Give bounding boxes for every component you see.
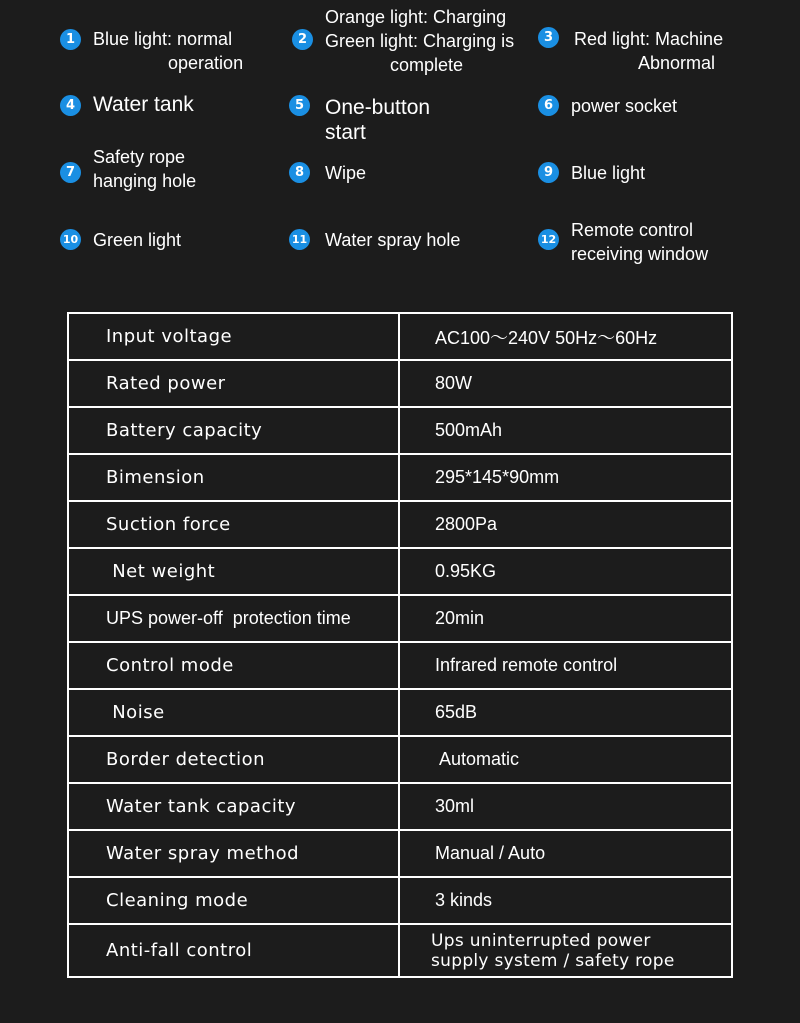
- legend-text: power socket: [571, 96, 678, 116]
- legend-text: One-button start: [325, 96, 431, 144]
- badge-number: 10: [60, 229, 81, 250]
- spec-label: Bimension: [69, 455, 400, 500]
- spec-label: Water tank capacity: [69, 784, 400, 829]
- table-row: [69, 549, 731, 596]
- badge-number: 7: [60, 162, 81, 183]
- spec-value: 3 kinds: [435, 890, 493, 910]
- legend-text: Blue light: [571, 163, 646, 183]
- badge-number: 1: [60, 29, 81, 50]
- spec-value: Manual / Auto: [435, 843, 546, 863]
- spec-value: 80W: [435, 373, 473, 393]
- spec-value: 295*145*90mm: [435, 467, 560, 487]
- spec-label: Rated power: [69, 361, 400, 406]
- spec-value: 2800Pa: [435, 514, 498, 534]
- legend-text: Water tank: [93, 93, 194, 116]
- spec-value: Infrared remote control: [435, 655, 618, 675]
- spec-value: AC100～240V 50Hz～60Hz: [435, 327, 658, 348]
- legend-text: Green light: [93, 230, 182, 250]
- badge-number: 8: [289, 162, 310, 183]
- badge-number: 4: [60, 95, 81, 116]
- spec-label: Battery capacity: [69, 408, 400, 453]
- feature-legend: [0, 0, 800, 300]
- legend-text: Orange light: Charging Green light: Charging is complete: [325, 7, 515, 75]
- spec-value: 65dB: [435, 702, 478, 722]
- legend-text: Remote control receiving window: [571, 220, 709, 264]
- spec-label: UPS power-off protection time: [69, 596, 400, 641]
- spec-label: Suction force: [69, 502, 400, 547]
- table-row: [69, 643, 731, 690]
- badge-number: 11: [289, 229, 310, 250]
- spec-label: Anti-fall control: [69, 925, 400, 976]
- table-row: [69, 314, 731, 361]
- badge-number: 5: [289, 95, 310, 116]
- badge-number: 9: [538, 162, 559, 183]
- spec-value: 30ml: [435, 796, 475, 816]
- badge-number: 3: [538, 27, 559, 48]
- legend-text: Safety rope hanging hole: [93, 147, 197, 191]
- spec-label: Control mode: [69, 643, 400, 688]
- table-row: [69, 925, 731, 976]
- legend-text: Blue light: normal operation: [93, 29, 244, 73]
- spec-value: 500mAh: [435, 420, 503, 440]
- table-row: [69, 831, 731, 878]
- table-row: [69, 737, 731, 784]
- table-row: [69, 690, 731, 737]
- spec-label: Input voltage: [69, 314, 400, 359]
- spec-value: Ups uninterrupted power supply system / safety rope: [431, 930, 675, 971]
- badge-number: 6: [538, 95, 559, 116]
- table-row: [69, 784, 731, 831]
- badge-number: 12: [538, 229, 559, 250]
- spec-label: Noise: [69, 690, 400, 735]
- spec-value: 20min: [435, 608, 485, 628]
- table-row: [69, 502, 731, 549]
- badge-number: 2: [292, 29, 313, 50]
- table-row: [69, 596, 731, 643]
- table-row: [69, 455, 731, 502]
- legend-text: Water spray hole: [325, 230, 461, 250]
- legend-text: Red light: Machine Abnormal: [574, 29, 724, 73]
- spec-label: Net weight: [69, 549, 400, 594]
- table-row: [69, 408, 731, 455]
- table-row: [69, 361, 731, 408]
- specification-table: [67, 312, 733, 978]
- spec-value: Automatic: [435, 749, 520, 769]
- spec-label: Cleaning mode: [69, 878, 400, 923]
- legend-text: Wipe: [325, 163, 367, 183]
- spec-label: Water spray method: [69, 831, 400, 876]
- spec-value: 0.95KG: [435, 561, 497, 581]
- table-row: [69, 878, 731, 925]
- spec-label: Border detection: [69, 737, 400, 782]
